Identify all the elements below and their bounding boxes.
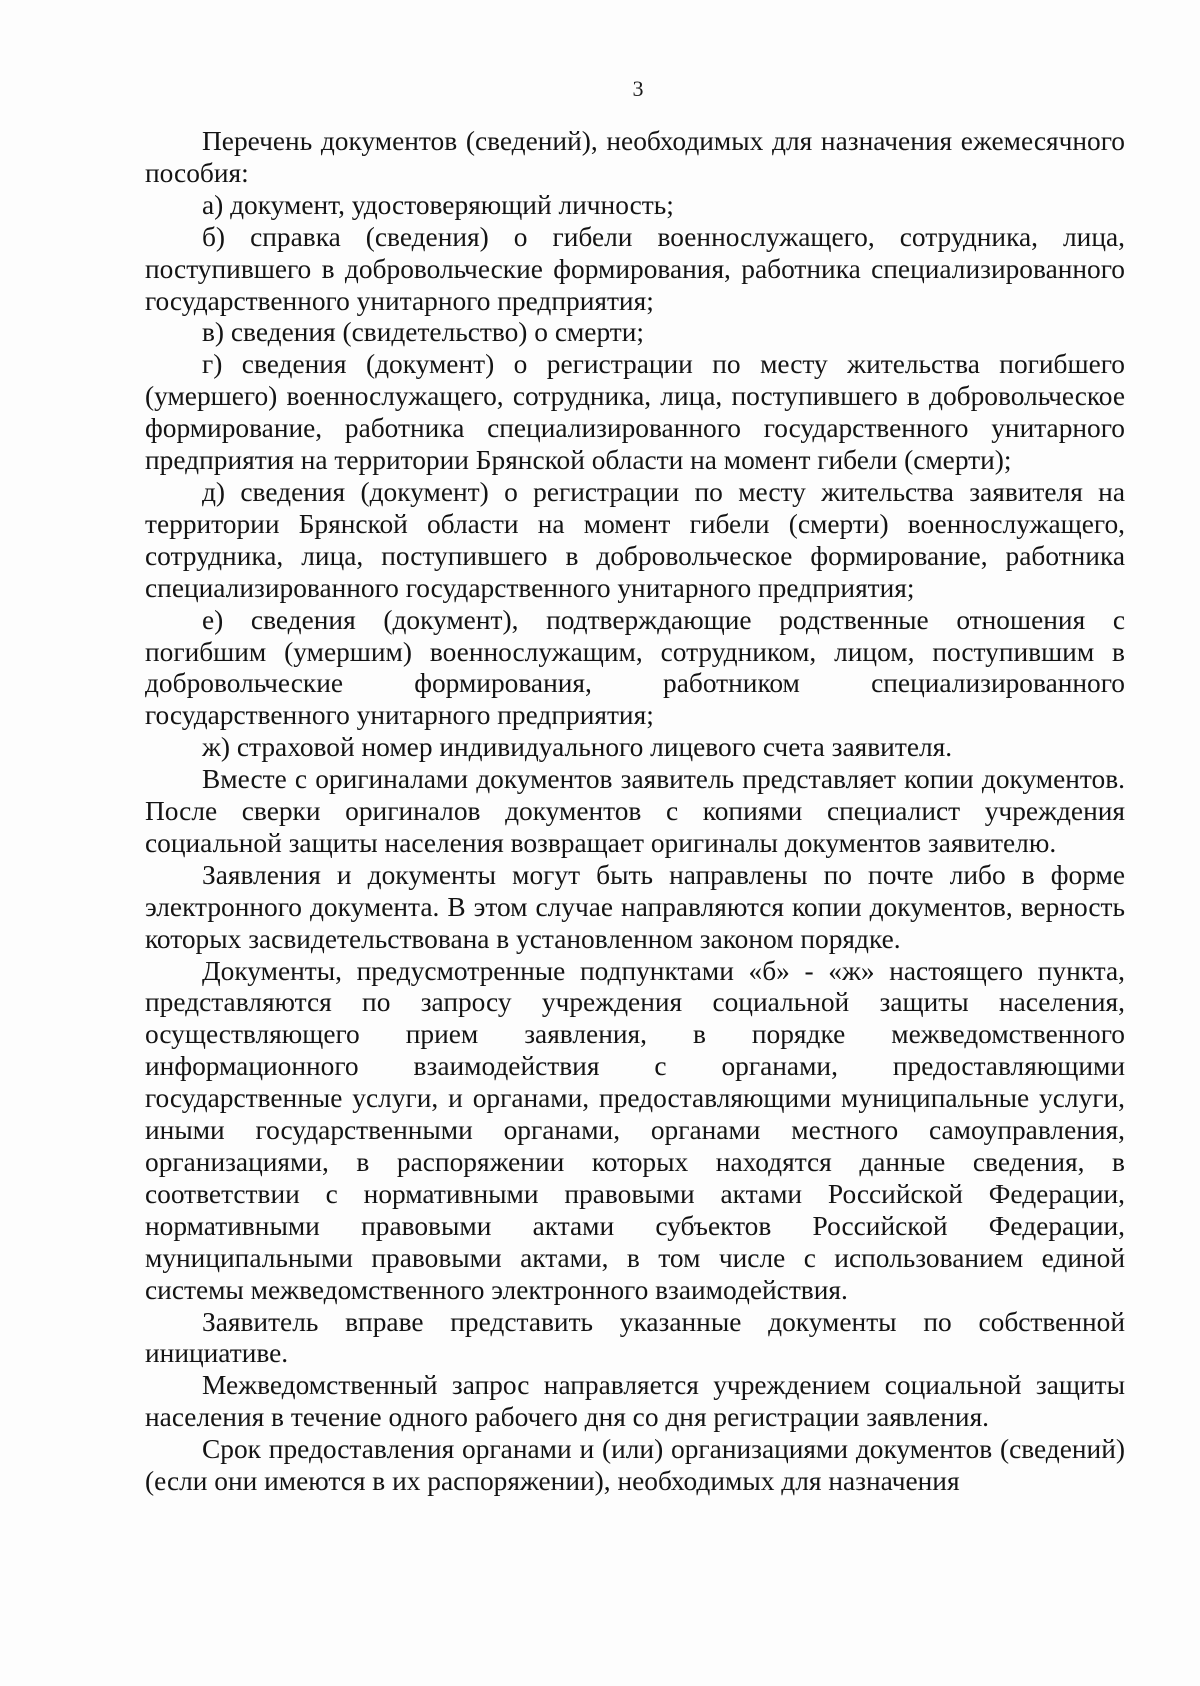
own-initiative-paragraph: Заявитель вправе представить указанные документы по собственной инициативе. [145,1306,1125,1369]
list-item-g: г) сведения (документ) о регистрации по месту жительства погибшего (умершего) военнослужащего, сотрудника, лица, поступившего в добровольческое формирование, работника специализированного государственного унитарного предприятия на территории Брянской области на момент гибели (смерти); [145,349,1125,476]
request-deadline-paragraph: Межведомственный запрос направляется учреждением социальной защиты населения в течение одного рабочего дня со дня регистрации заявления. [145,1370,1125,1433]
document-body [145,126,1125,1498]
list-item-b: б) справка (сведения) о гибели военнослужащего, сотрудника, лица, поступившего в добровольческие формирования, работника специализированного государственного унитарного предприятия; [145,221,1125,316]
list-item-zh: ж) страховой номер индивидуального лицевого счета заявителя. [202,732,953,763]
mail-submission-paragraph: Заявления и документы могут быть направлены по почте либо в форме электронного документа. В этом случае направляются копии документов, верность которых засвидетельствована в установленном законом порядке. [145,859,1125,954]
list-item-d: д) сведения (документ) о регистрации по месту жительства заявителя на территории Брянской области на момент гибели (смерти) военнослужащего, сотрудника, лица, поступившего в добровольческое формирование, работника специализированного государственного унитарного предприятия; [145,476,1125,603]
copies-paragraph: Вместе с оригиналами документов заявитель представляет копии документов. После сверки оригиналов документов с копиями специалист учреждения социальной защиты населения возвращает оригиналы документов заявителю. [145,764,1125,858]
list-item-e: е) сведения (документ), подтверждающие родственные отношения с погибшим (умершим) военнослужащим, сотрудником, лицом, поступившим в добровольческие формирования, работником специализированного государственного унитарного предприятия; [145,604,1125,731]
intro-paragraph: Перечень документов (сведений), необходимых для назначения ежемесячного пособия: [145,126,1125,188]
list-item-v: в) сведения (свидетельство) о смерти; [202,317,645,348]
page-number: 3 [632,76,644,101]
interagency-request-paragraph: Документы, предусмотренные подпунктами «б» - «ж» настоящего пункта, представляются по запросу учреждения социальной защиты населения, осуществляющего прием заявления, в порядке межведомственного информационного взаимодействия с органами, предоставляющими государственные услуги, и органами, предоставляющими муниципальные услуги, иными государственными органами, органами местного самоуправления, организациями, в распоряжении которых находятся данные сведения, в соответствии с нормативными правовыми актами Российской Федерации, нормативными правовыми актами субъектов Российской Федерации, муниципальными правовыми актами, в том числе с использованием единой системы межведомственного электронного взаимодействия. [145,955,1125,1305]
provision-term-paragraph: Срок предоставления органами и (или) организациями документов (сведений) (если они имеются в их распоряжении), необходимых для назначения [145,1434,1125,1497]
list-item-a: а) документ, удостоверяющий личность; [202,189,674,220]
